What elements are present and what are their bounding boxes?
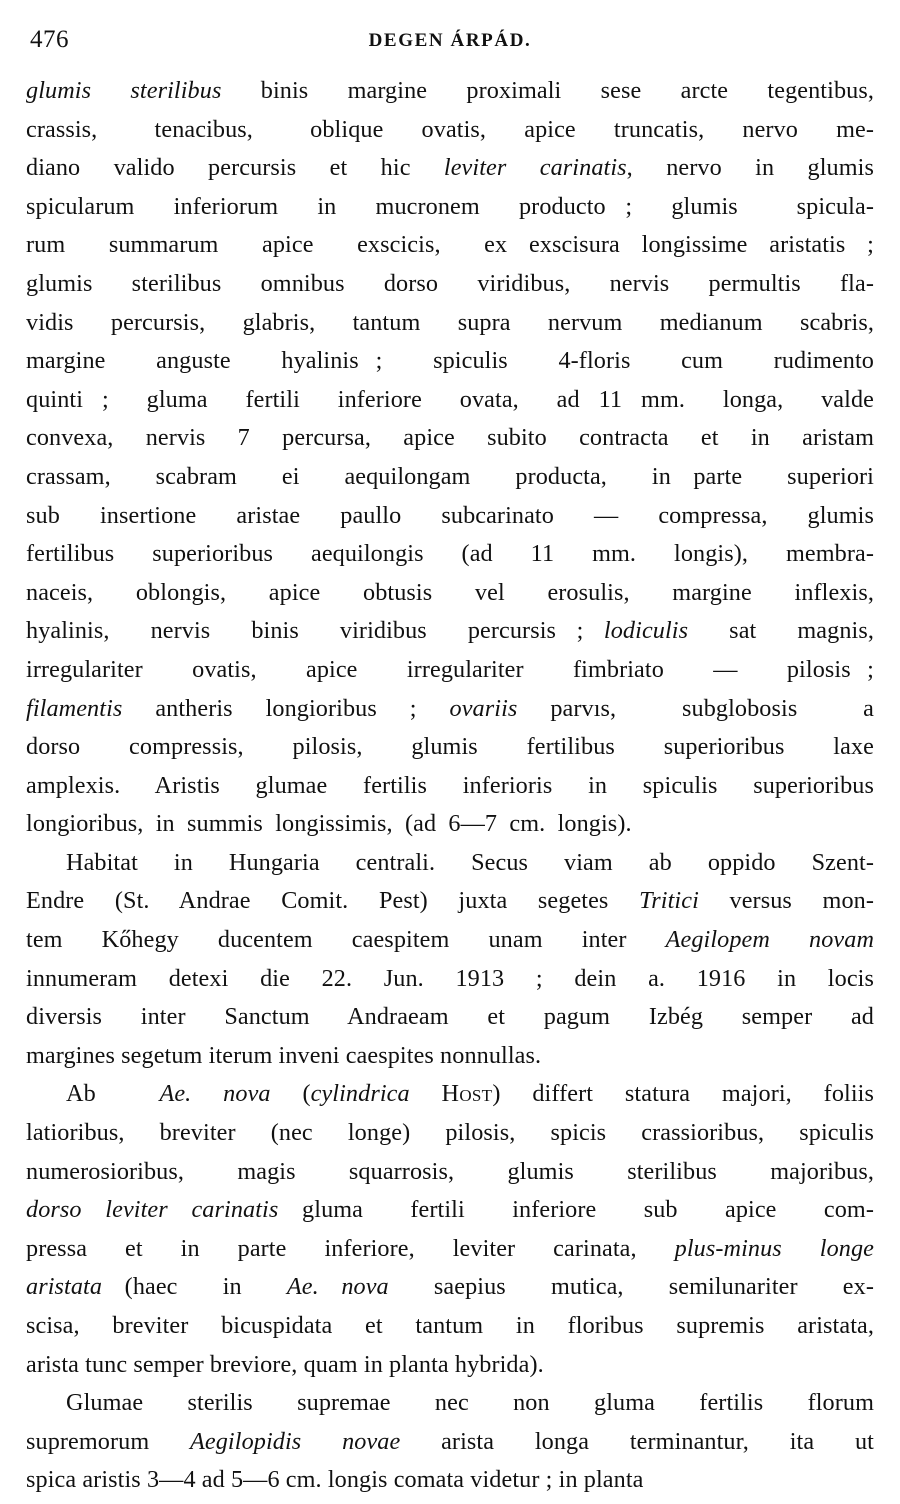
text-line [26, 1423, 874, 1462]
text-line [26, 265, 874, 304]
text-line [26, 72, 874, 111]
plain-text: crassam, scabram ei aequilongam producta, in parte superiori [26, 462, 874, 490]
plain-text: diversis inter Sanctum Andraeam et pagum Izbég semper ad [26, 1003, 874, 1031]
plain-text: numerosioribus, magis squarrosis, glumis sterilibus majoribus, [26, 1157, 874, 1185]
text-line [26, 188, 874, 227]
text-line [26, 612, 874, 651]
text-line [26, 535, 874, 574]
plain-text: , nervo in glumis [626, 154, 874, 182]
plain-text: naceis, oblongis, apice obtusis vel erosulis, margine inflexis, [26, 578, 874, 606]
running-head [26, 18, 874, 62]
text-line [26, 960, 874, 999]
plain-text: sat magnis, [688, 617, 874, 645]
text-line [26, 111, 874, 150]
running-head-title: DEGEN ÁRPÁD. [368, 30, 532, 51]
text-line [26, 1075, 874, 1114]
text-line [26, 381, 874, 420]
italic-text: Ae. nova [159, 1080, 271, 1108]
italic-text: plus-minus longe [674, 1234, 874, 1262]
plain-text: diano valido percursis et hic [26, 154, 444, 182]
plain-text: ) differt statura majori, foliis [492, 1080, 874, 1108]
text-line [26, 690, 874, 729]
text-line [26, 728, 874, 767]
italic-text: dorso leviter carinatis [26, 1196, 279, 1224]
text-line [26, 458, 874, 497]
text-line [26, 1037, 874, 1076]
plain-text: crassis, tenacibus, oblique ovatis, apice truncatis, nervo me- [26, 115, 874, 143]
plain-text: longioribus, in summis longissimis, (ad 6—7 cm. longis). [26, 810, 632, 838]
plain-text: amplexis. Aristis glumae fertilis inferioris in spiculis superioribus [26, 771, 874, 799]
italic-text: filamentis [26, 694, 123, 722]
italic-text: leviter carinatis [443, 154, 627, 182]
text-line [26, 497, 874, 536]
plain-text: vidis percursis, glabris, tantum supra nervum medianum scabris, [26, 308, 874, 336]
text-line [26, 1384, 874, 1423]
plain-text: tem Kőhegy ducentem caespitem unam inter [26, 926, 666, 954]
italic-text: glumis sterilibus [26, 77, 222, 104]
plain-text: spica aristis 3—4 ad 5—6 cm. longis comata videtur ; in planta [26, 1466, 644, 1494]
italic-text: Tritici [639, 887, 699, 915]
plain-text: Ab [66, 1080, 160, 1108]
plain-text: latioribus, breviter (nec longe) pilosis, spicis crassioribus, spiculis [26, 1119, 874, 1147]
plain-text: convexa, nervis 7 percursa, apice subito contracta et in aristam [26, 424, 874, 452]
plain-text: arista tunc semper breviore, quam in planta hybrida). [26, 1350, 544, 1378]
italic-text: Aegilopidis novae [190, 1427, 401, 1455]
text-line [26, 1346, 874, 1385]
italic-text: cylindrica [310, 1080, 410, 1108]
small-caps-text: Host [441, 1080, 493, 1108]
plain-text: margines segetum iterum inveni caespites nonnullas. [26, 1041, 542, 1069]
text-line [26, 1307, 874, 1346]
plain-text: ( [270, 1080, 311, 1108]
plain-text: dorso compressis, pilosis, glumis fertilibus superioribus laxe [26, 733, 874, 761]
plain-text: glumis sterilibus omnibus dorso viridibus, nervis permultis fla- [26, 269, 874, 297]
text-line [26, 921, 874, 960]
page-number: 476 [30, 26, 69, 53]
plain-text: margine anguste hyalinis ; spiculis 4-floris cum rudimento [26, 347, 874, 375]
plain-text: fertilibus superioribus aequilongis (ad 11 mm. longis), membra- [26, 540, 874, 568]
text-line [26, 805, 874, 844]
plain-text: sub insertione aristae paullo subcarinato — compressa, glumis [26, 501, 874, 529]
text-line [26, 304, 874, 343]
plain-text: irregulariter ovatis, apice irregulariter fimbriato — pilosis ; [26, 655, 874, 683]
paragraph [26, 1384, 874, 1500]
paragraph [26, 72, 874, 844]
paragraph [26, 844, 874, 1076]
plain-text: supremorum [26, 1427, 191, 1455]
text-line [26, 1230, 874, 1269]
plain-text: scisa, breviter bicuspidata et tantum in floribus supremis aristata, [26, 1312, 874, 1339]
plain-text: (haec in [102, 1273, 287, 1301]
plain-text: parvıs, subglobosis a [517, 694, 874, 722]
italic-text: aristata [26, 1273, 103, 1301]
plain-text: antheris longioribus ; [122, 694, 450, 722]
plain-text: binis margine proximali sese arcte tegentibus, [221, 77, 874, 104]
text-line [26, 882, 874, 921]
plain-text: innumeram detexi die 22. Jun. 1913 ; dein a. 1916 in locis [26, 964, 874, 992]
plain-text: gluma fertili inferiore sub apice com- [278, 1196, 874, 1224]
body-text [26, 72, 874, 1500]
italic-text: lodiculis [603, 617, 689, 645]
plain-text: quinti ; gluma fertili inferiore ovata, ad 11 mm. longa, valde [26, 385, 874, 413]
text-line [26, 651, 874, 690]
plain-text: versus mon- [698, 887, 875, 915]
plain-text: Glumae sterilis supremae nec non gluma fertilis florum [66, 1389, 874, 1417]
text-line [26, 1461, 874, 1500]
plain-text: spicularum inferiorum in mucronem producto ; glumis spicula- [26, 192, 874, 220]
text-line [26, 226, 874, 265]
text-line [26, 1268, 874, 1307]
plain-text: Habitat in Hungaria centrali. Secus viam ab oppido Szent- [66, 848, 874, 876]
text-line [26, 1114, 874, 1153]
text-line [26, 419, 874, 458]
text-line [26, 149, 874, 188]
plain-text: saepius mutica, semilunariter ex- [388, 1273, 874, 1301]
text-line [26, 1153, 874, 1192]
plain-text: Endre (St. Andrae Comit. Pest) juxta segetes [26, 887, 640, 915]
text-line [26, 998, 874, 1037]
text-line [26, 844, 874, 883]
text-line [26, 574, 874, 613]
italic-text: Ae. nova [286, 1273, 389, 1301]
italic-text: ovariis [449, 694, 518, 722]
text-line [26, 767, 874, 806]
plain-text [410, 1080, 442, 1107]
italic-text: Aegilopem novam [665, 926, 875, 954]
plain-text: hyalinis, nervis binis viridibus percursis ; [26, 617, 604, 645]
paragraph [26, 1075, 874, 1384]
plain-text: pressa et in parte inferiore, leviter carinata, [26, 1234, 675, 1262]
plain-text: rum summarum apice exscicis, ex exscisura longissime aristatis ; [26, 231, 874, 259]
plain-text: arista longa terminantur, ita ut [400, 1427, 874, 1455]
text-line [26, 342, 874, 381]
text-line [26, 1191, 874, 1230]
